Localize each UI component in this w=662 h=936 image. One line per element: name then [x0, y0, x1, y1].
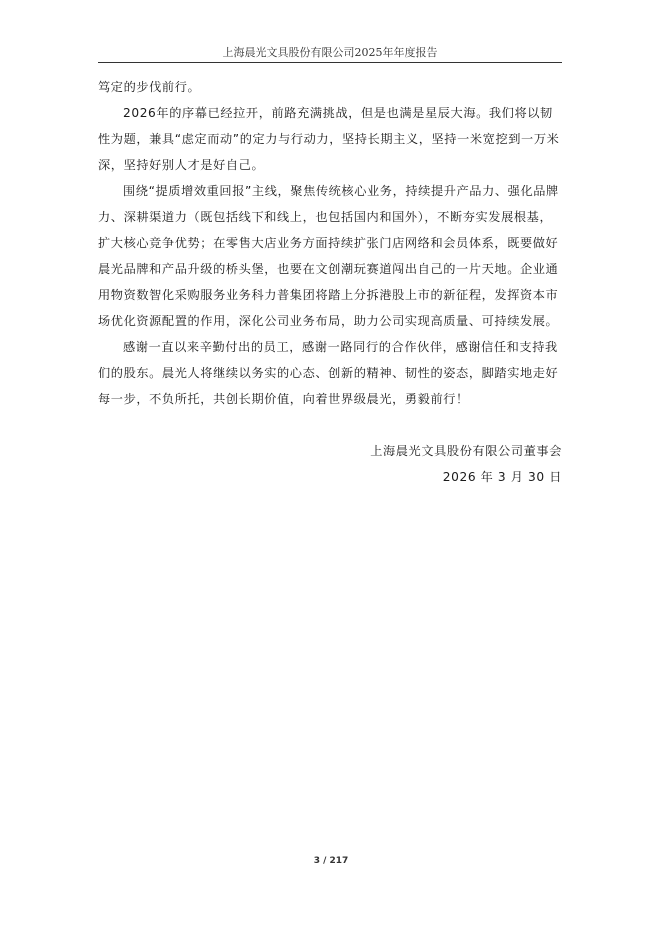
paragraph-strategy: 围绕“提质增效重回报”主线，聚焦传统核心业务，持续提升产品力、强化品牌力、深耕渠道力（既包括线下和线上，也包括国内和国外），不断夯实发展根基，扩大核心竞争优势；在零售大店业务方面持续扩张门店网络和会员体系，既要做好晨光品牌和产品升级的桥头堡，也要在文创潮玩赛道闯出自己的一片天地。企业通用物资数智化采购服务业务科力普集团将踏上分拆港股上市的新征程，发挥资本市场优化资源配置的作用，深化公司业务布局，助力公司实现高质量、可持续发展。 — [98, 184, 559, 328]
letter-body — [98, 74, 562, 412]
paragraph-outlook: 2026年的序幕已经拉开，前路充满挑战，但是也满是星辰大海。我们将以韧性为题，兼具“虑定而动”的定力与行动力，坚持长期主义，坚持一米宽挖到一万米深，坚持好别人才是好自己。 — [98, 106, 560, 172]
signature-company: 上海晨光文具股份有限公司董事会 — [370, 444, 562, 458]
page-number: 3 / 217 — [313, 856, 349, 866]
signature-date: 2026 年 3 月 30 日 — [442, 470, 562, 484]
paragraph-thanks: 感谢一直以来辛勤付出的员工，感谢一路同行的合作伙伴，感谢信任和支持我们的股东。晨光人将继续以务实的心态、创新的精神、韧性的姿态，脚踏实地走好每一步，不负所托，共创长期价值，向着世界级晨光，勇毅前行！ — [98, 340, 559, 406]
report-header: 上海晨光文具股份有限公司2025年年度报告 — [98, 44, 562, 63]
paragraph-continuation: 笃定的步伐前行。 — [98, 80, 201, 94]
signature-block — [370, 438, 562, 490]
